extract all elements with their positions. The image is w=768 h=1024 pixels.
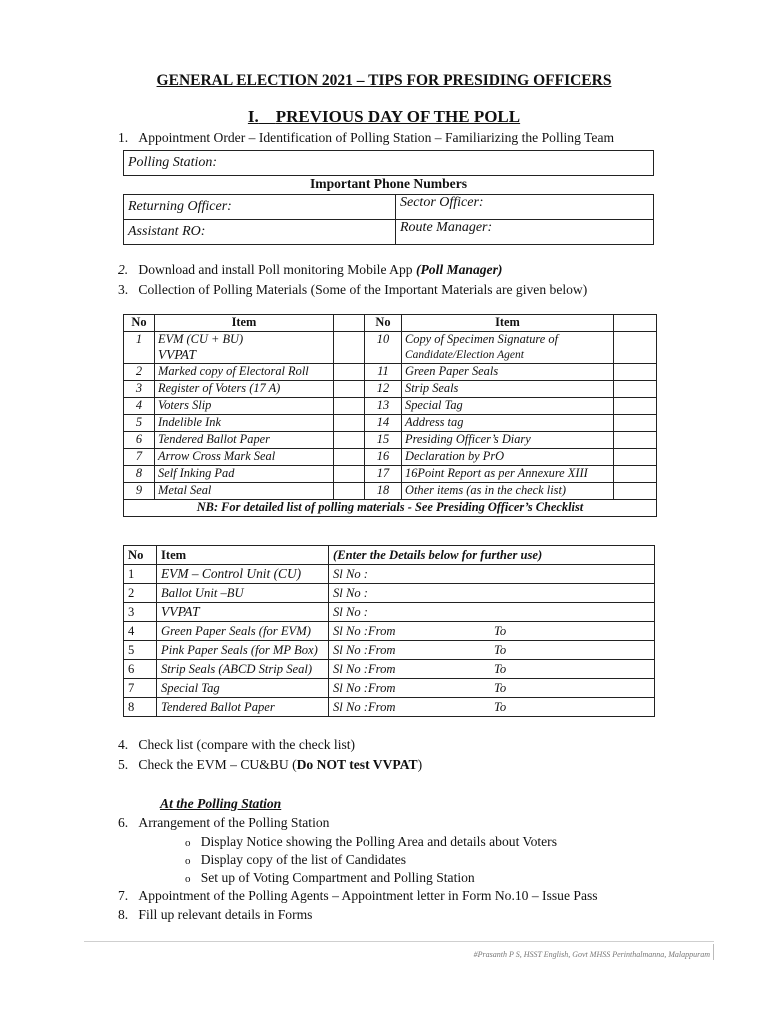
table-row xyxy=(124,565,655,584)
sector-officer-label: Sector Officer: xyxy=(396,195,654,220)
row-item: Register of Voters (17 A) xyxy=(155,381,334,398)
details-header-row xyxy=(124,546,655,565)
row-no: 9 xyxy=(124,483,155,500)
row-blank xyxy=(334,466,365,483)
row-blank xyxy=(334,449,365,466)
row-item: Self Inking Pad xyxy=(155,466,334,483)
row-no: 7 xyxy=(124,449,155,466)
table-row xyxy=(124,622,655,641)
row-item: Presiding Officer’s Diary xyxy=(402,432,614,449)
list-item: o Set up of Voting Compartment and Polling Station xyxy=(185,870,475,885)
row-no: 3 xyxy=(124,381,155,398)
row-blank xyxy=(334,432,365,449)
row-no: 8 xyxy=(124,698,157,717)
table-row xyxy=(124,398,657,415)
step-6: 6. Arrangement of the Polling Station xyxy=(118,815,330,830)
assistant-ro-label: Assistant RO: xyxy=(124,220,396,245)
table-row xyxy=(124,660,655,679)
bullet-icon: o xyxy=(185,873,191,885)
phone-numbers-heading: Important Phone Numbers xyxy=(309,176,468,191)
row-blank xyxy=(334,381,365,398)
materials-note-row xyxy=(124,500,657,517)
table-row xyxy=(124,432,657,449)
row-item: Green Paper Seals xyxy=(402,364,614,381)
bullet-icon: o xyxy=(185,855,191,867)
row-item: Indelible Ink xyxy=(155,415,334,432)
list-item: o Display Notice showing the Polling Area and details about Voters xyxy=(185,834,557,849)
row-no: 8 xyxy=(124,466,155,483)
row-blank xyxy=(614,483,657,500)
row-item: Ballot Unit –BU xyxy=(157,584,329,603)
row-item: Strip Seals xyxy=(402,381,614,398)
row-blank xyxy=(334,332,365,364)
footer-divider xyxy=(84,941,714,942)
returning-officer-label: Returning Officer: xyxy=(124,195,396,220)
row-item: Other items (as in the check list) xyxy=(402,483,614,500)
col-blank xyxy=(334,315,365,332)
step-8: 8. Fill up relevant details in Forms xyxy=(118,907,313,922)
row-blank xyxy=(614,432,657,449)
table-row xyxy=(124,698,655,717)
table-row xyxy=(124,641,655,660)
row-item: EVM – Control Unit (CU) xyxy=(157,565,329,584)
footer-bar xyxy=(713,944,714,960)
col-item: Item xyxy=(157,546,329,565)
polling-station-box xyxy=(123,150,654,176)
row-no: 12 xyxy=(365,381,402,398)
row-item: Declaration by PrO xyxy=(402,449,614,466)
step-2: 2. Download and install Poll monitoring Mobile App (Poll Manager) xyxy=(118,262,503,277)
table-row xyxy=(124,449,657,466)
col-enter-details: (Enter the Details below for further use) xyxy=(329,546,655,565)
row-no: 17 xyxy=(365,466,402,483)
polling-station-label: Polling Station: xyxy=(124,151,654,176)
row-no: 18 xyxy=(365,483,402,500)
route-manager-label: Route Manager: xyxy=(396,220,654,245)
step-3: 3. Collection of Polling Materials (Some of the Important Materials are given below) xyxy=(118,282,588,297)
row-item: Copy of Specimen Signature of Candidate/Election Agent xyxy=(402,332,614,364)
subheading-at-polling-station: At the Polling Station xyxy=(160,796,282,811)
row-blank xyxy=(614,415,657,432)
table-row xyxy=(124,679,655,698)
row-item: Special Tag xyxy=(157,679,329,698)
row-blank xyxy=(614,332,657,364)
row-item: Tendered Ballot Paper xyxy=(155,432,334,449)
row-no: 5 xyxy=(124,415,155,432)
row-details[interactable]: Sl No :From To xyxy=(329,622,655,641)
table-row xyxy=(124,584,655,603)
row-blank xyxy=(614,364,657,381)
footer-credit: #Prasanth P S, HSST English, Govt MHSS Perinthalmanna, Malappuram xyxy=(473,950,710,959)
row-item: Arrow Cross Mark Seal xyxy=(155,449,334,466)
section-heading: I. PREVIOUS DAY OF THE POLL xyxy=(247,107,521,126)
table-row xyxy=(124,603,655,622)
phone-numbers-table xyxy=(123,194,654,245)
row-no: 7 xyxy=(124,679,157,698)
col-item: Item xyxy=(155,315,334,332)
row-no: 16 xyxy=(365,449,402,466)
row-blank xyxy=(614,398,657,415)
row-blank xyxy=(334,483,365,500)
row-no: 1 xyxy=(124,565,157,584)
row-no: 10 xyxy=(365,332,402,364)
table-row xyxy=(124,483,657,500)
document-title: GENERAL ELECTION 2021 – TIPS FOR PRESIDING OFFICERS xyxy=(156,72,612,89)
row-details[interactable]: Sl No :From To xyxy=(329,679,655,698)
row-item: Metal Seal xyxy=(155,483,334,500)
row-details[interactable]: Sl No :From To xyxy=(329,660,655,679)
step-7: 7. Appointment of the Polling Agents – Appointment letter in Form No.10 – Issue Pass xyxy=(118,888,598,903)
table-row xyxy=(124,332,657,364)
row-blank xyxy=(334,398,365,415)
row-item: 16Point Report as per Annexure XIII xyxy=(402,466,614,483)
row-blank xyxy=(614,466,657,483)
row-no: 13 xyxy=(365,398,402,415)
list-item: o Display copy of the list of Candidates xyxy=(185,852,407,867)
row-no: 2 xyxy=(124,584,157,603)
col-no: No xyxy=(124,315,155,332)
materials-header-row xyxy=(124,315,657,332)
row-details[interactable]: Sl No : xyxy=(329,603,655,622)
step-5: 5. Check the EVM – CU&BU (Do NOT test VVPAT) xyxy=(118,757,423,772)
row-item: Tendered Ballot Paper xyxy=(157,698,329,717)
col-blank-2 xyxy=(614,315,657,332)
row-item: Strip Seals (ABCD Strip Seal) xyxy=(157,660,329,679)
step-4: 4. Check list (compare with the check list) xyxy=(118,737,356,752)
row-item: VVPAT xyxy=(157,603,329,622)
row-blank xyxy=(614,381,657,398)
materials-note: NB: For detailed list of polling materials - See Presiding Officer’s Checklist xyxy=(124,500,657,517)
row-blank xyxy=(334,415,365,432)
row-details[interactable]: Sl No :From To xyxy=(329,698,655,717)
row-item: Marked copy of Electoral Roll xyxy=(155,364,334,381)
row-blank xyxy=(334,364,365,381)
row-no: 6 xyxy=(124,432,155,449)
row-details[interactable]: Sl No :From To xyxy=(329,641,655,660)
row-details[interactable]: Sl No : xyxy=(329,584,655,603)
row-item: Voters Slip xyxy=(155,398,334,415)
row-blank xyxy=(614,449,657,466)
details-table xyxy=(123,545,655,717)
row-no: 5 xyxy=(124,641,157,660)
row-no: 4 xyxy=(124,622,157,641)
table-row xyxy=(124,364,657,381)
row-item: Green Paper Seals (for EVM) xyxy=(157,622,329,641)
row-no: 1 xyxy=(124,332,155,364)
table-row xyxy=(124,381,657,398)
row-no: 11 xyxy=(365,364,402,381)
materials-table xyxy=(123,314,657,517)
row-item: Pink Paper Seals (for MP Box) xyxy=(157,641,329,660)
col-no: No xyxy=(124,546,157,565)
row-no: 4 xyxy=(124,398,155,415)
row-details[interactable]: Sl No : xyxy=(329,565,655,584)
step-1: 1. Appointment Order – Identification of Polling Station – Familiarizing the Polling Team xyxy=(118,130,615,145)
row-no: 15 xyxy=(365,432,402,449)
row-no: 2 xyxy=(124,364,155,381)
row-item: Special Tag xyxy=(402,398,614,415)
row-no: 6 xyxy=(124,660,157,679)
bullet-icon: o xyxy=(185,837,191,849)
table-row xyxy=(124,415,657,432)
table-row xyxy=(124,466,657,483)
col-no-2: No xyxy=(365,315,402,332)
row-item: Address tag xyxy=(402,415,614,432)
col-item-2: Item xyxy=(402,315,614,332)
row-item: EVM (CU + BU) VVPAT xyxy=(155,332,334,364)
row-no: 14 xyxy=(365,415,402,432)
row-no: 3 xyxy=(124,603,157,622)
